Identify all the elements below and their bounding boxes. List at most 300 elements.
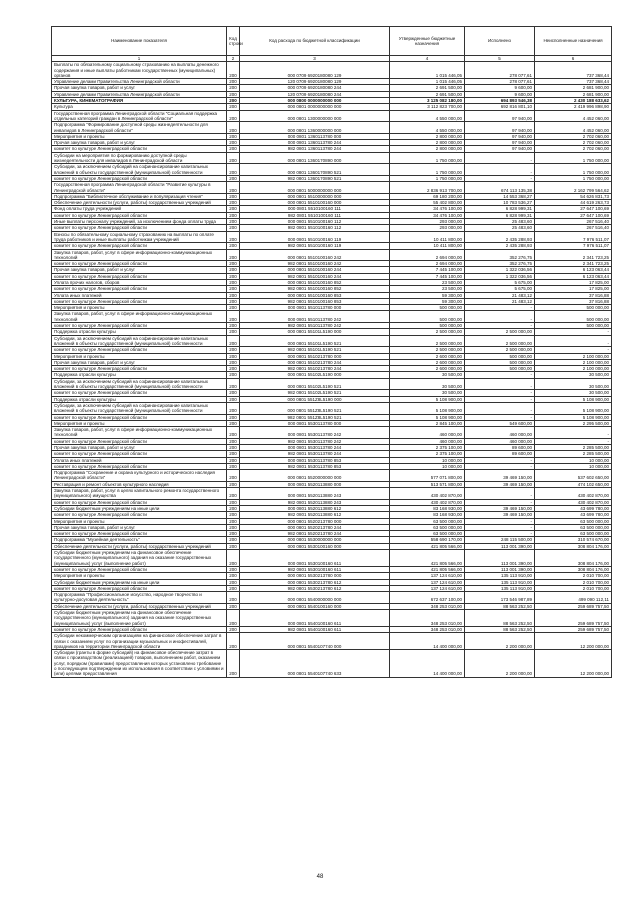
row-executed: 97 940,00 [465, 140, 535, 146]
row-kbk: 982 0801 5510100160 244 [240, 273, 390, 279]
row-kbk: 000 0801 5530213780 000 [240, 573, 390, 579]
table-row [52, 451, 612, 457]
row-name: Государственная программа Ленинградской области "Развитие культуры в Ленинградской области" [52, 182, 227, 194]
row-code: 200 [227, 505, 240, 511]
row-approved: 2 694 000,00 [390, 261, 465, 267]
row-kbk: 982 0801 5540100160 611 [240, 626, 390, 632]
row-code: 200 [227, 85, 240, 91]
row-code: 200 [227, 231, 240, 243]
row-kbk: 000 0801 5510100160 852 [240, 279, 390, 285]
row-approved: 577 071 800,00 [390, 470, 465, 482]
row-approved: 3 125 082 180,00 [390, 98, 465, 104]
row-name: комитет по культуре Ленинградской области [52, 175, 227, 181]
row-name: Прочая закупка товаров, работ и услуг [52, 85, 227, 91]
row-kbk: 982 0801 5510100160 853 [240, 298, 390, 304]
row-remaining: 259 689 757,50 [535, 610, 612, 627]
row-name: Взносы по обязательному социальному страхованию на выплаты по оплате труда работников и иные выплаты работникам учреждений [52, 231, 227, 243]
row-kbk: 120 0709 6920180080 244 [240, 91, 390, 97]
column-number: 3 [240, 56, 390, 62]
row-approved: 10 000,00 [390, 457, 465, 463]
row-executed: - [465, 463, 535, 469]
header-remaining: Неисполненные назначения [535, 27, 612, 56]
row-approved: 558 690 170,00 [390, 537, 465, 543]
row-name: комитет по культуре Ленинградской области [52, 347, 227, 353]
row-executed: 97 940,00 [465, 110, 535, 122]
row-approved: 2 800 000,00 [390, 146, 465, 152]
row-kbk: 000 0801 55102L5190 521 [240, 378, 390, 390]
row-remaining: 2 702 060,00 [535, 133, 612, 139]
row-remaining: 500 000,00 [535, 305, 612, 311]
row-remaining: 2 100 000,00 [535, 353, 612, 359]
row-code: 200 [227, 273, 240, 279]
row-executed: - [465, 372, 535, 378]
row-remaining: 10 000,00 [535, 463, 612, 469]
row-approved: 2 691 500,00 [390, 91, 465, 97]
row-code: 200 [227, 396, 240, 402]
row-kbk: 982 0801 55101L5190 521 [240, 347, 390, 353]
row-kbk: 000 0801 55101L5190 521 [240, 335, 390, 347]
row-executed: 113 001 390,00 [465, 566, 535, 572]
row-code: 200 [227, 438, 240, 444]
row-executed: 39 469 150,00 [465, 470, 535, 482]
row-kbk: 000 0801 5530113780 244 [240, 445, 390, 451]
row-name: Мероприятия и проекты [52, 133, 227, 139]
row-code: 200 [227, 543, 240, 549]
row-executed: 2 200 000,00 [465, 633, 535, 650]
row-code: 200 [227, 152, 240, 164]
row-approved: 7 445 100,00 [390, 273, 465, 279]
table-row [52, 91, 612, 97]
row-code: 200 [227, 133, 240, 139]
row-executed: 1 322 036,56 [465, 273, 535, 279]
row-kbk: 000 0801 5510100160 853 [240, 292, 390, 298]
table-row [52, 311, 612, 323]
table-row [52, 249, 612, 261]
row-name: комитет по культуре Ленинградской области [52, 273, 227, 279]
row-kbk: 000 0801 5510113780 000 [240, 305, 390, 311]
row-remaining: 2 341 723,25 [535, 261, 612, 267]
row-kbk: 000 0801 5520113880 000 [240, 481, 390, 487]
row-name: комитет по культуре Ленинградской области [52, 438, 227, 444]
row-remaining: 63 500 000,00 [535, 518, 612, 524]
row-code: 200 [227, 378, 240, 390]
row-executed: 460 000,00 [465, 427, 535, 439]
row-executed: 460 000,00 [465, 438, 535, 444]
row-executed: - [465, 396, 535, 402]
row-name: комитет по культуре Ленинградской области [52, 626, 227, 632]
row-code: 200 [227, 512, 240, 518]
row-name: комитет по культуре Ленинградской области [52, 366, 227, 372]
table-row [52, 626, 612, 632]
row-kbk: 982 0801 5520213780 244 [240, 531, 390, 537]
table-row [52, 182, 612, 194]
table-row [52, 378, 612, 390]
row-remaining: - [535, 427, 612, 439]
row-executed: 2 435 288,93 [465, 231, 535, 243]
row-kbk: 000 0801 1360113780 000 [240, 133, 390, 139]
row-kbk: 000 0801 5510100160 000 [240, 200, 390, 206]
row-approved: 513 571 800,00 [390, 481, 465, 487]
row-name: Субсидии, за исключением субсидий на софинансирование капитальных вложений в объекты государственной (муниципальной) собственности [52, 164, 227, 176]
row-code: 200 [227, 518, 240, 524]
row-approved: 63 500 000,00 [390, 531, 465, 537]
table-row [52, 505, 612, 511]
row-executed: - [465, 524, 535, 530]
row-remaining: 43 699 780,00 [535, 512, 612, 518]
row-code: 200 [227, 650, 240, 677]
row-name: комитет по культуре Ленинградской области [52, 286, 227, 292]
row-kbk: 000 0801 5510100160 244 [240, 267, 390, 273]
row-name: комитет по культуре Ленинградской области [52, 463, 227, 469]
table-row [52, 366, 612, 372]
row-code: 200 [227, 451, 240, 457]
row-executed: 278 077,61 [465, 62, 535, 79]
header-executed: Исполнено [465, 27, 535, 56]
row-executed: 2 500 000,00 [465, 329, 535, 335]
row-executed: 500 000,00 [465, 359, 535, 365]
row-code: 200 [227, 122, 240, 134]
row-kbk: 000 0801 5510100160 112 [240, 219, 390, 225]
row-code: 200 [227, 359, 240, 365]
row-code: 200 [227, 457, 240, 463]
row-code: 200 [227, 353, 240, 359]
row-approved: 63 500 000,00 [390, 524, 465, 530]
row-executed: 2 500 000,00 [465, 347, 535, 353]
row-executed: 1 322 036,56 [465, 267, 535, 273]
row-approved: 293 000,00 [390, 219, 465, 225]
row-name: комитет по культуре Ленинградской области [52, 585, 227, 591]
row-code: 200 [227, 579, 240, 585]
row-approved: 5 108 900,00 [390, 402, 465, 414]
row-code: 200 [227, 323, 240, 329]
row-remaining: 37 816,88 [535, 292, 612, 298]
row-kbk: 982 0801 5530100160 611 [240, 566, 390, 572]
row-code: 200 [227, 91, 240, 97]
row-kbk: 000 0801 5510113780 242 [240, 311, 390, 323]
row-name: Прочая закупка товаров, работ и услуг [52, 524, 227, 530]
row-remaining: 308 804 176,00 [535, 566, 612, 572]
row-name: Обеспечение деятельности (услуги, работы) государственных учреждений [52, 200, 227, 206]
row-approved: 348 253 010,00 [390, 603, 465, 609]
column-number: 2 [227, 56, 240, 62]
row-kbk: 982 0801 1360170890 521 [240, 175, 390, 181]
row-approved: 10 411 800,00 [390, 231, 465, 243]
column-number: 5 [465, 56, 535, 62]
row-remaining: 259 689 757,50 [535, 626, 612, 632]
row-kbk: 000 0801 1360000000 000 [240, 122, 390, 134]
row-remaining: 2 681 900,00 [535, 85, 612, 91]
row-executed: 25 483,60 [465, 225, 535, 231]
row-executed: 6 828 999,31 [465, 212, 535, 218]
row-approved: 137 124 610,00 [390, 579, 465, 585]
row-code: 200 [227, 626, 240, 632]
row-remaining: 474 102 650,00 [535, 481, 612, 487]
row-kbk: 000 0801 5520213780 000 [240, 518, 390, 524]
row-approved: 14 400 000,00 [390, 633, 465, 650]
row-remaining: 17 825,00 [535, 279, 612, 285]
row-remaining: 2 681 900,00 [535, 91, 612, 97]
row-executed: 173 546 987,89 [465, 592, 535, 604]
table-row [52, 347, 612, 353]
table-row [52, 225, 612, 231]
row-name: Субсидии (гранты в форме субсидий) на финансовое обеспечение затрат в связи с производством (реализацией) товаров, выполнением работ, оказанием услуг, порядком (правилами) предоставления которых установлено требование о последующем подтверждении их использования в соответствии с условиями и (или) целями предоставления [52, 650, 227, 677]
row-code: 200 [227, 267, 240, 273]
table-row [52, 512, 612, 518]
row-approved: 2 375 100,00 [390, 451, 465, 457]
row-remaining: 12 200 000,00 [535, 633, 612, 650]
header-row [52, 27, 612, 56]
row-remaining: 430 402 870,00 [535, 499, 612, 505]
row-name: комитет по культуре Ленинградской области [52, 390, 227, 396]
row-kbk: 982 0801 5530113780 853 [240, 463, 390, 469]
row-kbk: 982 0801 55102L5190 521 [240, 390, 390, 396]
row-code: 200 [227, 219, 240, 225]
row-remaining: 2 010 700,00 [535, 573, 612, 579]
row-executed: 89 600,00 [465, 445, 535, 451]
row-code: 200 [227, 633, 240, 650]
row-approved: 59 300,00 [390, 292, 465, 298]
row-code: 200 [227, 305, 240, 311]
row-code: 200 [227, 279, 240, 285]
row-remaining: 2 430 188 633,62 [535, 98, 612, 104]
row-approved: 55 402 800,00 [390, 200, 465, 206]
row-executed: 39 469 150,00 [465, 505, 535, 511]
row-remaining: 5 108 900,00 [535, 414, 612, 420]
row-approved: 30 500,00 [390, 390, 465, 396]
row-kbk: 000 0801 55101L5190 000 [240, 329, 390, 335]
table-row [52, 543, 612, 549]
row-remaining: 30 500,00 [535, 390, 612, 396]
row-approved: 10 411 800,00 [390, 243, 465, 249]
row-executed: 135 113 910,00 [465, 573, 535, 579]
row-executed: - [465, 457, 535, 463]
row-kbk: 000 0801 551Z8L5190 521 [240, 402, 390, 414]
row-kbk: 000 0801 5530113780 853 [240, 457, 390, 463]
row-executed: 352 276,75 [465, 261, 535, 267]
row-kbk: 982 0801 5530113780 242 [240, 438, 390, 444]
row-approved: 500 000,00 [390, 311, 465, 323]
row-name: комитет по культуре Ленинградской области [52, 298, 227, 304]
row-name: Прочая закупка товаров, работ и услуг [52, 359, 227, 365]
row-remaining: 259 689 757,50 [535, 603, 612, 609]
row-code: 200 [227, 445, 240, 451]
row-executed: 9 600,00 [465, 85, 535, 91]
row-approved: 59 300,00 [390, 298, 465, 304]
row-code: 200 [227, 573, 240, 579]
row-name: Подпрограмма "Формирование доступной среды жизнедеятельности для инвалидов в Ленинградской области" [52, 122, 227, 134]
row-approved: 348 253 010,00 [390, 610, 465, 627]
row-code: 200 [227, 550, 240, 567]
row-remaining: - [535, 438, 612, 444]
row-remaining: 4 452 060,00 [535, 122, 612, 134]
row-code: 200 [227, 610, 240, 627]
row-approved: 421 805 566,00 [390, 566, 465, 572]
row-executed: 88 563 252,50 [465, 626, 535, 632]
row-code: 200 [227, 249, 240, 261]
row-code: 200 [227, 427, 240, 439]
row-executed: - [465, 518, 535, 524]
column-number: 6 [535, 56, 612, 62]
row-remaining: 500 000,00 [535, 323, 612, 329]
row-name: комитет по культуре Ленинградской области [52, 243, 227, 249]
row-code: 200 [227, 499, 240, 505]
column-number: 4 [390, 56, 465, 62]
row-executed: 6 828 999,31 [465, 206, 535, 212]
row-kbk: 000 0801 5540107740 633 [240, 650, 390, 677]
row-approved: 2 500 000,00 [390, 329, 465, 335]
row-name: Управление делами Правительства Ленинградской области [52, 79, 227, 85]
row-remaining: 7 976 511,07 [535, 231, 612, 243]
row-remaining: 500 000,00 [535, 311, 612, 323]
row-kbk: 000 0801 5540100160 611 [240, 610, 390, 627]
row-kbk: 000 0801 5510100160 242 [240, 249, 390, 261]
row-remaining: 737 368,44 [535, 62, 612, 79]
row-executed: 39 469 150,00 [465, 481, 535, 487]
row-approved: 30 500,00 [390, 372, 465, 378]
row-name: комитет по культуре Ленинградской области [52, 512, 227, 518]
table-row [52, 298, 612, 304]
row-approved: 2 600 000,00 [390, 353, 465, 359]
row-approved: 3 112 823 700,00 [390, 104, 465, 110]
row-name: комитет по культуре Ленинградской области [52, 566, 227, 572]
row-remaining: 17 825,00 [535, 286, 612, 292]
row-code: 200 [227, 366, 240, 372]
row-approved: 7 445 100,00 [390, 267, 465, 273]
row-name: комитет по культуре Ленинградской области [52, 146, 227, 152]
row-code: 200 [227, 140, 240, 146]
row-name: комитет по культуре Ленинградской области [52, 261, 227, 267]
row-code: 200 [227, 481, 240, 487]
row-remaining: 2 341 723,25 [535, 249, 612, 261]
row-name: Прочая закупка товаров, работ и услуг [52, 140, 227, 146]
row-name: комитет по культуре Ленинградской области [52, 414, 227, 420]
row-name: Уплата иных платежей [52, 457, 227, 463]
row-kbk: 120 0709 6920180080 129 [240, 79, 390, 85]
table-row [52, 261, 612, 267]
row-approved: 83 168 930,00 [390, 505, 465, 511]
row-executed: - [465, 390, 535, 396]
row-code: 200 [227, 62, 240, 79]
row-code: 200 [227, 261, 240, 267]
row-name: Обеспечение деятельности (услуги, работы) государственных учреждений [52, 543, 227, 549]
table-row [52, 212, 612, 218]
row-remaining: 2 162 799 564,62 [535, 182, 612, 194]
row-approved: 14 400 000,00 [390, 650, 465, 677]
row-code: 200 [227, 212, 240, 218]
row-executed: 500 000,00 [465, 353, 535, 359]
header-name: Наименование показателя [52, 27, 227, 56]
row-code: 200 [227, 420, 240, 426]
row-code: 200 [227, 537, 240, 543]
row-code: 200 [227, 243, 240, 249]
row-remaining: 6 123 063,44 [535, 273, 612, 279]
table-row [52, 62, 612, 79]
row-code: 200 [227, 79, 240, 85]
row-kbk: 000 0801 0000000000 000 [240, 104, 390, 110]
row-name: Реставрация и ремонт объектов культурного наследия [52, 481, 227, 487]
row-name: Субсидии некоммерческим организациям на финансовое обеспечение затрат в связи с оказанием услуг по организации музыкальных и инофестивалей, праздников на территории Ленинградской области [52, 633, 227, 650]
row-name: КУЛЬТУРА, КИНЕМАТОГРАФИЯ [52, 98, 227, 104]
row-code: 200 [227, 585, 240, 591]
row-executed: 248 115 500,00 [465, 537, 535, 543]
row-code: 200 [227, 347, 240, 353]
row-code: 200 [227, 225, 240, 231]
row-approved: 460 000,00 [390, 427, 465, 439]
table-row [52, 273, 612, 279]
row-approved: 4 550 000,00 [390, 110, 465, 122]
row-approved: 430 402 870,00 [390, 488, 465, 500]
row-name: Закупка товаров, работ, услуг в целях капитального ремонта государственного (муниципального) имущества [52, 488, 227, 500]
row-executed: - [465, 488, 535, 500]
row-remaining: 267 516,40 [535, 219, 612, 225]
row-remaining: 499 090 112,11 [535, 592, 612, 604]
row-kbk: 982 0801 5510100160 852 [240, 286, 390, 292]
row-remaining: 537 602 650,00 [535, 470, 612, 482]
row-code: 200 [227, 335, 240, 347]
row-kbk: 000 0801 5530000000 000 [240, 537, 390, 543]
row-approved: 2 836 913 700,00 [390, 182, 465, 194]
row-name: Культура [52, 104, 227, 110]
row-code: 200 [227, 298, 240, 304]
row-remaining: 2 419 996 898,90 [535, 104, 612, 110]
row-code: 200 [227, 146, 240, 152]
row-remaining: 12 200 000,00 [535, 650, 612, 677]
row-executed: 97 940,00 [465, 146, 535, 152]
row-name: Субсидии бюджетным учреждениям на иные цели [52, 505, 227, 511]
row-approved: 672 637 100,00 [390, 592, 465, 604]
row-name: Мероприятия и проекты [52, 420, 227, 426]
row-approved: 460 000,00 [390, 438, 465, 444]
row-name: Прочая закупка товаров, работ и услуг [52, 445, 227, 451]
table-row [52, 200, 612, 206]
row-kbk: 982 0801 551Z8L5190 521 [240, 414, 390, 420]
row-code: 200 [227, 182, 240, 194]
row-kbk: 982 0801 5530113780 244 [240, 451, 390, 457]
row-name: Субсидии бюджетным учреждениям на финансовое обеспечение государственного (муниципального) задания на оказание государственных (муниципальных) услуг (выполнение работ) [52, 610, 227, 627]
row-remaining: 2 702 060,00 [535, 146, 612, 152]
row-kbk: 000 0801 5510213780 000 [240, 353, 390, 359]
row-remaining: 308 804 176,00 [535, 543, 612, 549]
row-code: 200 [227, 292, 240, 298]
row-name: Субсидии на мероприятия по формированию доступной среды жизнедеятельности для инвалидов в Ленинградской области [52, 152, 227, 164]
row-name: Подпрограмма "Музейная деятельность" [52, 537, 227, 543]
row-remaining: 2 010 700,00 [535, 579, 612, 585]
row-remaining: 43 699 780,00 [535, 505, 612, 511]
row-approved: 2 500 000,00 [390, 347, 465, 353]
row-approved: 430 402 870,00 [390, 499, 465, 505]
row-remaining: 7 976 511,07 [535, 243, 612, 249]
row-executed: 5 675,00 [465, 279, 535, 285]
row-name: Закупка товаров, работ, услуг в сфере информационно-коммуникационных технологий [52, 249, 227, 261]
row-remaining: 4 452 060,00 [535, 110, 612, 122]
row-name: Государственная программа Ленинградской области "Социальная поддержка отдельных категорий граждан в Ленинградской области" [52, 110, 227, 122]
row-executed: 39 469 150,00 [465, 512, 535, 518]
row-kbk: 000 0801 551Z8L5190 000 [240, 396, 390, 402]
row-remaining: 5 108 900,00 [535, 402, 612, 414]
row-executed: 97 940,00 [465, 122, 535, 134]
column-number: 1 [52, 56, 227, 62]
row-executed: - [465, 323, 535, 329]
row-kbk: 982 0801 5520113880 243 [240, 499, 390, 505]
row-approved: 2 800 000,00 [390, 140, 465, 146]
table-row [52, 219, 612, 225]
row-executed: 25 483,60 [465, 219, 535, 225]
row-name: Субсидии бюджетным учреждениям на финансовое обеспечение государственного (муниципального) задания на оказание государственных (муниципальных) услуг (выполнение работ) [52, 550, 227, 567]
row-name: Уплата прочих налогов, сборов [52, 279, 227, 285]
row-code: 200 [227, 463, 240, 469]
row-kbk: 982 0801 5510100160 119 [240, 243, 390, 249]
row-executed: 9 600,00 [465, 91, 535, 97]
